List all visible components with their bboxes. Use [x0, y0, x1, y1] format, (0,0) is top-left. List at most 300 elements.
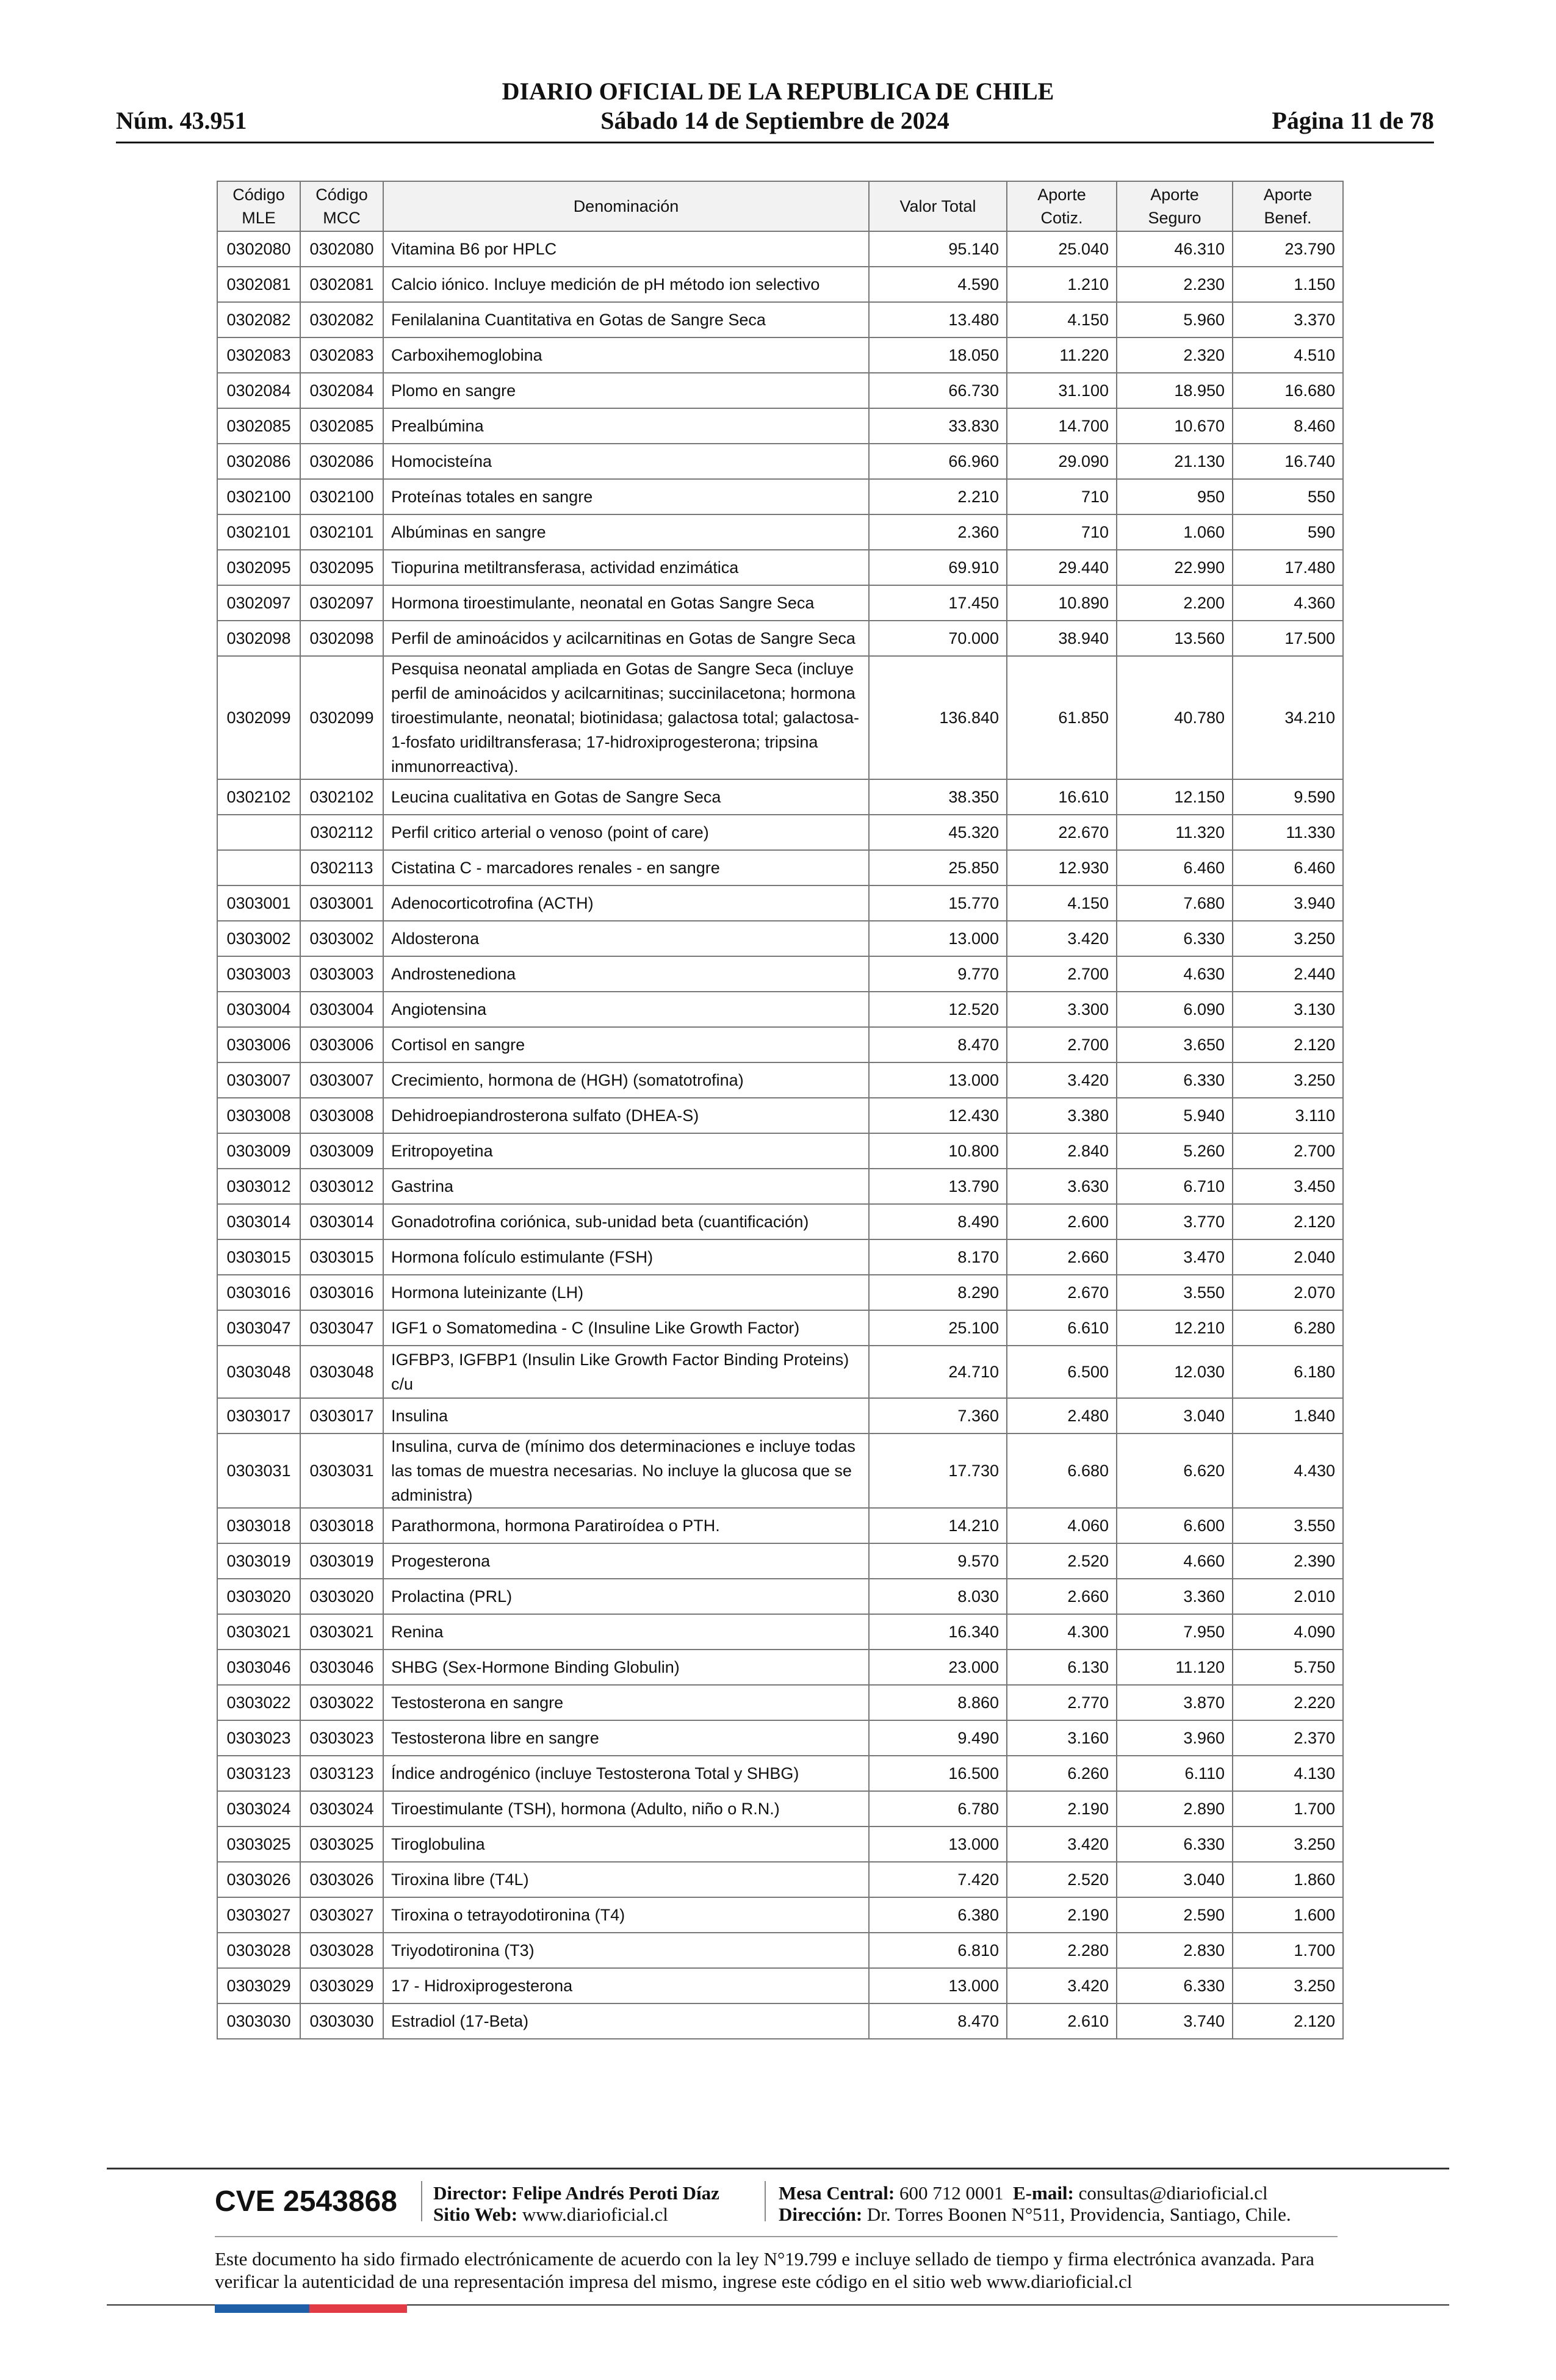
table-row: [217, 1650, 1343, 1685]
page-number: Página 11 de 78: [1272, 107, 1434, 134]
cell-aporte-cotiz: 38.940: [1007, 621, 1117, 656]
cell-codigo-mcc: 0303017: [300, 1398, 383, 1433]
table-row: [217, 850, 1343, 885]
cell-aporte-benef: 3.130: [1233, 992, 1343, 1027]
cell-aporte-benef: 2.120: [1233, 1204, 1343, 1239]
cell-aporte-cotiz: 25.040: [1007, 231, 1117, 267]
cell-aporte-cotiz: 31.100: [1007, 373, 1117, 408]
cell-valor-total: 12.430: [869, 1098, 1007, 1133]
cell-valor-total: 7.420: [869, 1862, 1007, 1897]
cell-aporte-benef: 1.840: [1233, 1398, 1343, 1433]
cell-denominacion: Leucina cualitativa en Gotas de Sangre Seca: [383, 779, 869, 815]
table-row: [217, 444, 1343, 479]
table-row: [217, 373, 1343, 408]
cell-codigo-mcc: 0303027: [300, 1897, 383, 1933]
cell-codigo-mle: 0303046: [217, 1650, 300, 1685]
cell-denominacion: Renina: [383, 1614, 869, 1650]
cell-aporte-cotiz: 710: [1007, 514, 1117, 550]
cell-codigo-mcc: 0303008: [300, 1098, 383, 1133]
cell-codigo-mle: 0302099: [217, 656, 300, 779]
cell-denominacion: Homocisteína: [383, 444, 869, 479]
table-row: [217, 337, 1343, 373]
cell-codigo-mle: 0303006: [217, 1027, 300, 1062]
cell-valor-total: 33.830: [869, 408, 1007, 444]
cell-aporte-benef: 17.500: [1233, 621, 1343, 656]
cell-codigo-mcc: 0302084: [300, 373, 383, 408]
cell-aporte-benef: 3.250: [1233, 1826, 1343, 1862]
cell-codigo-mcc: 0303021: [300, 1614, 383, 1650]
cell-aporte-cotiz: 14.700: [1007, 408, 1117, 444]
cell-denominacion: Testosterona libre en sangre: [383, 1720, 869, 1756]
cell-aporte-benef: 3.250: [1233, 1968, 1343, 2003]
cell-aporte-seguro: 7.950: [1117, 1614, 1233, 1650]
cell-codigo-mle: 0303048: [217, 1346, 300, 1398]
cell-aporte-benef: 6.460: [1233, 850, 1343, 885]
cell-aporte-seguro: 5.940: [1117, 1098, 1233, 1133]
cell-valor-total: 8.860: [869, 1685, 1007, 1720]
cell-valor-total: 4.590: [869, 267, 1007, 302]
cell-aporte-seguro: 6.460: [1117, 850, 1233, 885]
cell-aporte-seguro: 6.710: [1117, 1169, 1233, 1204]
table-row: [217, 1862, 1343, 1897]
cell-denominacion: Tiroestimulante (TSH), hormona (Adulto, niño o R.N.): [383, 1791, 869, 1826]
cell-codigo-mle: 0302101: [217, 514, 300, 550]
cell-aporte-seguro: 3.470: [1117, 1239, 1233, 1275]
director-name: Felipe Andrés Peroti Díaz: [512, 2182, 719, 2204]
cell-codigo-mle: 0303023: [217, 1720, 300, 1756]
cell-aporte-cotiz: 3.630: [1007, 1169, 1117, 1204]
table-row: [217, 1756, 1343, 1791]
cell-valor-total: 8.470: [869, 1027, 1007, 1062]
cell-codigo-mle: 0303027: [217, 1897, 300, 1933]
cell-aporte-seguro: 18.950: [1117, 373, 1233, 408]
cell-valor-total: 9.490: [869, 1720, 1007, 1756]
cell-aporte-seguro: 3.770: [1117, 1204, 1233, 1239]
col-header-aporte-benef: Aporte Benef.: [1233, 181, 1343, 231]
table-row: [217, 479, 1343, 514]
cell-aporte-seguro: 46.310: [1117, 231, 1233, 267]
cell-codigo-mle: 0303022: [217, 1685, 300, 1720]
cell-codigo-mle: [217, 815, 300, 850]
cell-codigo-mcc: 0303018: [300, 1508, 383, 1543]
cell-aporte-cotiz: 4.300: [1007, 1614, 1117, 1650]
cell-valor-total: 8.470: [869, 2003, 1007, 2039]
table-row: [217, 885, 1343, 921]
cell-aporte-seguro: 11.120: [1117, 1650, 1233, 1685]
cell-aporte-benef: 4.360: [1233, 585, 1343, 621]
cell-codigo-mcc: 0303047: [300, 1310, 383, 1346]
cell-codigo-mle: 0302080: [217, 231, 300, 267]
cell-codigo-mle: 0303002: [217, 921, 300, 956]
cell-aporte-benef: 34.210: [1233, 656, 1343, 779]
cell-aporte-cotiz: 29.090: [1007, 444, 1117, 479]
cell-codigo-mle: 0302082: [217, 302, 300, 337]
footer-note-rule: [215, 2236, 1338, 2237]
cell-aporte-seguro: 12.030: [1117, 1346, 1233, 1398]
website-link[interactable]: www.diarioficial.cl: [522, 2204, 668, 2225]
cell-aporte-benef: 5.750: [1233, 1650, 1343, 1685]
col-header-codigo-mcc: Código MCC: [300, 181, 383, 231]
cell-valor-total: 13.000: [869, 1826, 1007, 1862]
table-row: [217, 1579, 1343, 1614]
cell-denominacion: Aldosterona: [383, 921, 869, 956]
cell-aporte-cotiz: 22.670: [1007, 815, 1117, 850]
flag-stripe-blue: [215, 2304, 309, 2313]
cell-aporte-benef: 16.680: [1233, 373, 1343, 408]
cell-aporte-cotiz: 710: [1007, 479, 1117, 514]
cell-codigo-mcc: 0302098: [300, 621, 383, 656]
cell-aporte-cotiz: 4.060: [1007, 1508, 1117, 1543]
cell-codigo-mle: 0303012: [217, 1169, 300, 1204]
cell-aporte-seguro: 5.260: [1117, 1133, 1233, 1169]
cell-aporte-benef: 2.010: [1233, 1579, 1343, 1614]
cell-codigo-mcc: 0302113: [300, 850, 383, 885]
cell-aporte-seguro: 2.890: [1117, 1791, 1233, 1826]
cell-codigo-mle: 0302083: [217, 337, 300, 373]
cell-aporte-cotiz: 12.930: [1007, 850, 1117, 885]
cell-aporte-seguro: 6.110: [1117, 1756, 1233, 1791]
cell-codigo-mcc: 0303009: [300, 1133, 383, 1169]
cell-aporte-benef: 3.250: [1233, 1062, 1343, 1098]
cell-codigo-mle: 0302081: [217, 267, 300, 302]
cell-codigo-mle: 0303024: [217, 1791, 300, 1826]
col-header-aporte-cotiz: Aporte Cotiz.: [1007, 181, 1117, 231]
cell-codigo-mcc: 0302099: [300, 656, 383, 779]
cell-denominacion: Índice androgénico (incluye Testosterona Total y SHBG): [383, 1756, 869, 1791]
footer-contact-block: Mesa Central: 600 712 0001 E-mail: consultas@diarioficial.cl Dirección: Dr. Torres Boonen N°511, Providencia, Santiago, Chile.: [779, 2182, 1291, 2225]
cell-codigo-mcc: 0302112: [300, 815, 383, 850]
cell-denominacion: Gonadotrofina coriónica, sub-unidad beta (cuantificación): [383, 1204, 869, 1239]
cell-codigo-mle: 0303031: [217, 1433, 300, 1508]
cell-valor-total: 9.770: [869, 956, 1007, 992]
cell-codigo-mle: 0303003: [217, 956, 300, 992]
cell-aporte-seguro: 40.780: [1117, 656, 1233, 779]
cell-aporte-seguro: 3.040: [1117, 1862, 1233, 1897]
cell-valor-total: 69.910: [869, 550, 1007, 585]
cell-aporte-seguro: 22.990: [1117, 550, 1233, 585]
cell-denominacion: Perfil de aminoácidos y acilcarnitinas en Gotas de Sangre Seca: [383, 621, 869, 656]
table-row: [217, 1685, 1343, 1720]
cell-aporte-benef: 3.370: [1233, 302, 1343, 337]
cell-codigo-mle: 0303001: [217, 885, 300, 921]
cell-codigo-mcc: 0302085: [300, 408, 383, 444]
cell-codigo-mcc: 0303014: [300, 1204, 383, 1239]
cell-codigo-mcc: 0303019: [300, 1543, 383, 1579]
table-row: [217, 1133, 1343, 1169]
cell-aporte-seguro: 5.960: [1117, 302, 1233, 337]
cell-aporte-seguro: 6.600: [1117, 1508, 1233, 1543]
cell-aporte-seguro: 4.630: [1117, 956, 1233, 992]
cell-denominacion: Tiroglobulina: [383, 1826, 869, 1862]
cell-aporte-benef: 4.510: [1233, 337, 1343, 373]
cell-codigo-mle: 0302086: [217, 444, 300, 479]
table-row: [217, 1826, 1343, 1862]
table-row: [217, 656, 1343, 779]
cell-denominacion: Insulina: [383, 1398, 869, 1433]
cell-denominacion: Fenilalanina Cuantitativa en Gotas de Sangre Seca: [383, 302, 869, 337]
cell-denominacion: Proteínas totales en sangre: [383, 479, 869, 514]
cell-denominacion: Prolactina (PRL): [383, 1579, 869, 1614]
cell-codigo-mle: 0303028: [217, 1933, 300, 1968]
cell-aporte-cotiz: 2.280: [1007, 1933, 1117, 1968]
cell-aporte-seguro: 7.680: [1117, 885, 1233, 921]
cell-aporte-seguro: 3.870: [1117, 1685, 1233, 1720]
footer-separator: [421, 2181, 422, 2221]
cell-codigo-mcc: 0303024: [300, 1791, 383, 1826]
cell-valor-total: 95.140: [869, 231, 1007, 267]
cell-aporte-benef: 2.220: [1233, 1685, 1343, 1720]
cell-denominacion: Plomo en sangre: [383, 373, 869, 408]
cell-aporte-seguro: 6.090: [1117, 992, 1233, 1027]
cell-denominacion: Insulina, curva de (mínimo dos determinaciones e incluye todas las tomas de muestra necesarias. No incluye la glucosa que se administra): [383, 1433, 869, 1508]
cell-codigo-mle: 0302100: [217, 479, 300, 514]
cell-valor-total: 14.210: [869, 1508, 1007, 1543]
cell-codigo-mcc: 0303007: [300, 1062, 383, 1098]
cell-codigo-mcc: 0303020: [300, 1579, 383, 1614]
cell-codigo-mcc: 0303006: [300, 1027, 383, 1062]
table-row: [217, 815, 1343, 850]
cell-aporte-benef: 6.180: [1233, 1346, 1343, 1398]
cell-aporte-cotiz: 2.670: [1007, 1275, 1117, 1310]
table-row: [217, 1897, 1343, 1933]
cell-aporte-cotiz: 3.380: [1007, 1098, 1117, 1133]
cell-codigo-mcc: 0303016: [300, 1275, 383, 1310]
cell-aporte-seguro: 6.620: [1117, 1433, 1233, 1508]
cell-denominacion: IGFBP3, IGFBP1 (Insulin Like Growth Factor Binding Proteins) c/u: [383, 1346, 869, 1398]
issue-date: Sábado 14 de Septiembre de 2024: [600, 107, 949, 134]
issue-number: Núm. 43.951: [116, 107, 247, 134]
cell-valor-total: 25.100: [869, 1310, 1007, 1346]
cell-codigo-mle: 0303018: [217, 1508, 300, 1543]
table-row: [217, 585, 1343, 621]
table-row: [217, 1720, 1343, 1756]
cell-aporte-cotiz: 3.420: [1007, 921, 1117, 956]
cell-codigo-mle: 0303026: [217, 1862, 300, 1897]
cell-aporte-benef: 590: [1233, 514, 1343, 550]
cell-valor-total: 8.490: [869, 1204, 1007, 1239]
cell-aporte-cotiz: 3.160: [1007, 1720, 1117, 1756]
cell-aporte-cotiz: 2.840: [1007, 1133, 1117, 1169]
cell-denominacion: Androstenediona: [383, 956, 869, 992]
cell-valor-total: 13.000: [869, 1062, 1007, 1098]
cell-valor-total: 18.050: [869, 337, 1007, 373]
cell-aporte-benef: 2.370: [1233, 1720, 1343, 1756]
cell-aporte-seguro: 12.210: [1117, 1310, 1233, 1346]
cell-codigo-mcc: 0303015: [300, 1239, 383, 1275]
cell-codigo-mcc: 0303001: [300, 885, 383, 921]
table-row: [217, 1027, 1343, 1062]
cell-codigo-mcc: 0303048: [300, 1346, 383, 1398]
cell-aporte-seguro: 11.320: [1117, 815, 1233, 850]
cell-codigo-mcc: 0302102: [300, 779, 383, 815]
cell-valor-total: 13.790: [869, 1169, 1007, 1204]
cell-codigo-mle: 0303014: [217, 1204, 300, 1239]
cell-aporte-cotiz: 2.610: [1007, 2003, 1117, 2039]
footer-director-block: Director: Felipe Andrés Peroti Díaz Sitio Web: www.diarioficial.cl: [433, 2182, 719, 2225]
cell-aporte-cotiz: 3.420: [1007, 1968, 1117, 2003]
cell-codigo-mle: 0303123: [217, 1756, 300, 1791]
cell-valor-total: 8.170: [869, 1239, 1007, 1275]
cell-valor-total: 8.290: [869, 1275, 1007, 1310]
cell-codigo-mle: 0302085: [217, 408, 300, 444]
cell-denominacion: Albúminas en sangre: [383, 514, 869, 550]
cell-codigo-mle: 0302084: [217, 373, 300, 408]
cell-aporte-seguro: 2.830: [1117, 1933, 1233, 1968]
cell-codigo-mle: 0303020: [217, 1579, 300, 1614]
cell-valor-total: 25.850: [869, 850, 1007, 885]
cell-aporte-benef: 16.740: [1233, 444, 1343, 479]
cell-denominacion: Gastrina: [383, 1169, 869, 1204]
table-row: [217, 621, 1343, 656]
flag-stripe-red: [309, 2304, 407, 2313]
cell-aporte-cotiz: 2.190: [1007, 1791, 1117, 1826]
cell-aporte-cotiz: 2.660: [1007, 1239, 1117, 1275]
cell-aporte-benef: 3.450: [1233, 1169, 1343, 1204]
cell-codigo-mle: 0303008: [217, 1098, 300, 1133]
table-header-row: [217, 181, 1343, 231]
cell-aporte-benef: 1.860: [1233, 1862, 1343, 1897]
cell-valor-total: 2.360: [869, 514, 1007, 550]
cell-aporte-seguro: 6.330: [1117, 1968, 1233, 2003]
cell-valor-total: 6.810: [869, 1933, 1007, 1968]
cell-valor-total: 6.380: [869, 1897, 1007, 1933]
cell-aporte-benef: 2.120: [1233, 2003, 1343, 2039]
cell-codigo-mle: 0303015: [217, 1239, 300, 1275]
cell-valor-total: 16.500: [869, 1756, 1007, 1791]
cell-denominacion: Testosterona en sangre: [383, 1685, 869, 1720]
table-row: [217, 231, 1343, 267]
cell-valor-total: 13.480: [869, 302, 1007, 337]
cell-codigo-mle: 0302097: [217, 585, 300, 621]
cell-aporte-benef: 6.280: [1233, 1310, 1343, 1346]
cell-denominacion: Cortisol en sangre: [383, 1027, 869, 1062]
cell-aporte-cotiz: 2.520: [1007, 1543, 1117, 1579]
cell-aporte-cotiz: 2.700: [1007, 1027, 1117, 1062]
table-row: [217, 1433, 1343, 1508]
cell-valor-total: 38.350: [869, 779, 1007, 815]
cell-valor-total: 15.770: [869, 885, 1007, 921]
cell-codigo-mcc: 0302100: [300, 479, 383, 514]
cell-denominacion: Eritropoyetina: [383, 1133, 869, 1169]
table-row: [217, 956, 1343, 992]
cell-aporte-benef: 8.460: [1233, 408, 1343, 444]
cell-aporte-cotiz: 2.700: [1007, 956, 1117, 992]
cell-aporte-benef: 1.600: [1233, 1897, 1343, 1933]
cell-valor-total: 66.730: [869, 373, 1007, 408]
publication-title: DIARIO OFICIAL DE LA REPUBLICA DE CHILE: [502, 78, 1054, 105]
table-row: [217, 1239, 1343, 1275]
table-row: [217, 1275, 1343, 1310]
cell-codigo-mle: 0303017: [217, 1398, 300, 1433]
cell-aporte-benef: 23.790: [1233, 231, 1343, 267]
cell-codigo-mle: 0303019: [217, 1543, 300, 1579]
cell-valor-total: 13.000: [869, 921, 1007, 956]
cell-aporte-seguro: 3.550: [1117, 1275, 1233, 1310]
cell-valor-total: 136.840: [869, 656, 1007, 779]
table-row: [217, 1346, 1343, 1398]
email-link[interactable]: consultas@diarioficial.cl: [1078, 2182, 1268, 2204]
cell-aporte-seguro: 1.060: [1117, 514, 1233, 550]
cell-aporte-benef: 11.330: [1233, 815, 1343, 850]
cell-denominacion: Adenocorticotrofina (ACTH): [383, 885, 869, 921]
cell-valor-total: 13.000: [869, 1968, 1007, 2003]
cell-denominacion: Angiotensina: [383, 992, 869, 1027]
cell-aporte-cotiz: 2.190: [1007, 1897, 1117, 1933]
cell-denominacion: Calcio iónico. Incluye medición de pH método ion selectivo: [383, 267, 869, 302]
col-header-codigo-mle: Código MLE: [217, 181, 300, 231]
table-row: [217, 550, 1343, 585]
table-row: [217, 1098, 1343, 1133]
cell-aporte-benef: 2.040: [1233, 1239, 1343, 1275]
cell-denominacion: Carboxihemoglobina: [383, 337, 869, 373]
cell-aporte-cotiz: 1.210: [1007, 267, 1117, 302]
footer-separator: [765, 2181, 766, 2221]
cell-valor-total: 6.780: [869, 1791, 1007, 1826]
cell-codigo-mcc: 0303025: [300, 1826, 383, 1862]
phone-number: 600 712 0001: [899, 2182, 1004, 2204]
table-row: [217, 1310, 1343, 1346]
cell-aporte-seguro: 950: [1117, 479, 1233, 514]
table-row: [217, 1508, 1343, 1543]
cell-valor-total: 17.450: [869, 585, 1007, 621]
cell-aporte-cotiz: 3.420: [1007, 1826, 1117, 1862]
cell-aporte-cotiz: 10.890: [1007, 585, 1117, 621]
cell-aporte-benef: 3.550: [1233, 1508, 1343, 1543]
cell-aporte-benef: 550: [1233, 479, 1343, 514]
table-row: [217, 921, 1343, 956]
table-row: [217, 1791, 1343, 1826]
cell-codigo-mle: 0303009: [217, 1133, 300, 1169]
cell-aporte-benef: 1.150: [1233, 267, 1343, 302]
table-row: [217, 1933, 1343, 1968]
cell-codigo-mle: 0303016: [217, 1275, 300, 1310]
cell-codigo-mcc: 0303031: [300, 1433, 383, 1508]
col-header-valor-total: Valor Total: [869, 181, 1007, 231]
cell-aporte-benef: 3.250: [1233, 921, 1343, 956]
cell-aporte-cotiz: 6.680: [1007, 1433, 1117, 1508]
cell-aporte-benef: 4.130: [1233, 1756, 1343, 1791]
cell-codigo-mle: 0302102: [217, 779, 300, 815]
cell-denominacion: Tiopurina metiltransferasa, actividad enzimática: [383, 550, 869, 585]
cell-valor-total: 9.570: [869, 1543, 1007, 1579]
cell-valor-total: 16.340: [869, 1614, 1007, 1650]
cell-aporte-seguro: 3.360: [1117, 1579, 1233, 1614]
cell-denominacion: Pesquisa neonatal ampliada en Gotas de Sangre Seca (incluye perfil de aminoácidos y acilcarnitinas; succinilacetona; hormona tiroestimulante, neonatal; biotinidasa; galactosa total; galactosa-1-fosfato uridiltransferasa; 17-hidroxiprogesterona; tripsina inmunorreactiva).: [383, 656, 869, 779]
table-row: [217, 302, 1343, 337]
cell-aporte-benef: 9.590: [1233, 779, 1343, 815]
cell-codigo-mcc: 0303022: [300, 1685, 383, 1720]
cell-codigo-mcc: 0302097: [300, 585, 383, 621]
cell-aporte-cotiz: 2.660: [1007, 1579, 1117, 1614]
cell-aporte-benef: 3.940: [1233, 885, 1343, 921]
cell-valor-total: 45.320: [869, 815, 1007, 850]
cell-aporte-seguro: 13.560: [1117, 621, 1233, 656]
cell-valor-total: 24.710: [869, 1346, 1007, 1398]
cell-aporte-cotiz: 61.850: [1007, 656, 1117, 779]
address: Dr. Torres Boonen N°511, Providencia, Santiago, Chile.: [866, 2204, 1291, 2225]
cell-codigo-mcc: 0303023: [300, 1720, 383, 1756]
cell-aporte-seguro: 3.960: [1117, 1720, 1233, 1756]
cell-aporte-seguro: 2.320: [1117, 337, 1233, 373]
cell-aporte-benef: 3.110: [1233, 1098, 1343, 1133]
table-row: [217, 267, 1343, 302]
cell-valor-total: 7.360: [869, 1398, 1007, 1433]
table-row: [217, 1204, 1343, 1239]
cell-codigo-mcc: 0303029: [300, 1968, 383, 2003]
cell-codigo-mcc: 0303004: [300, 992, 383, 1027]
table-row: [217, 1543, 1343, 1579]
cell-valor-total: 2.210: [869, 479, 1007, 514]
